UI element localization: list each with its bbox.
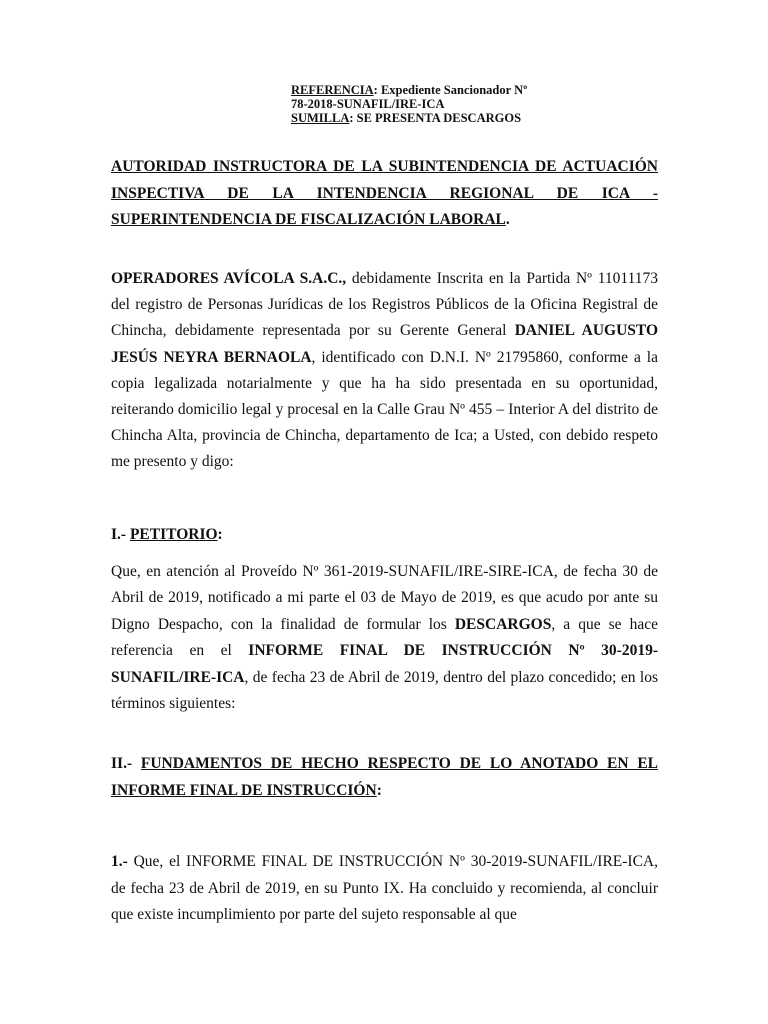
section-2-title: FUNDAMENTOS DE HECHO RESPECTO DE LO ANOTADO EN EL INFORME FINAL DE INSTRUCCIÓN	[111, 755, 658, 799]
sumilla-label: SUMILLA	[291, 111, 350, 125]
reference-value: : Expediente Sancionador Nº	[373, 83, 528, 97]
point-1-paragraph	[111, 849, 658, 929]
addressee-end: .	[505, 211, 510, 228]
section-2-heading	[111, 750, 658, 804]
addressee-text: AUTORIDAD INSTRUCTORA DE LA SUBINTENDENCIA DE ACTUACIÓN INSPECTIVA DE LA INTENDENCIA REGIONAL DE ICA - SUPERINTENDENCIA DE FISCALIZACIÓN LABORAL	[111, 158, 658, 228]
point-1-number: 1.-	[111, 853, 128, 870]
petitorio-text-1: Que, en atención al Proveído Nº 361-2019-SUNAFIL/IRE-SIRE-ICA, de fecha 30 de Abril de 2019, notificado a mi parte el 03 de Mayo de 2019, es que acudo por ante su Digno Despacho, con la finalidad de formular los	[111, 563, 658, 633]
petitorio-text-3: , de fecha 23 de Abril de 2019, dentro del plazo concedido; en los términos siguientes:	[111, 668, 658, 713]
section-2-colon: :	[376, 782, 382, 799]
descargos-word: DESCARGOS	[454, 615, 552, 633]
reference-label: REFERENCIA	[291, 83, 374, 97]
intro-paragraph	[111, 266, 658, 476]
sumilla-line	[291, 111, 591, 125]
intro-text-2: , identificado con D.N.I. Nº 21795860, conforme a la copia legalizada notarialmente y que ha ha sido presentada en su oportunidad, reiterando domicilio legal y procesal en la Calle Grau Nº 455 – Interior A del distrito de Chincha Alta, provincia de Chincha, departamento de Ica; a Usted, con debido respeto me presento y digo:	[111, 348, 658, 471]
reference-block	[291, 83, 591, 125]
sumilla-value: : SE PRESENTA DESCARGOS	[349, 111, 522, 125]
section-1-colon: :	[217, 526, 223, 543]
manager-name: DANIEL AUGUSTO JESÚS NEYRA BERNAOLA	[111, 322, 658, 366]
section-1-title: PETITORIO	[129, 526, 218, 543]
petitorio-text-2: , a que se hace referencia en el	[111, 615, 658, 660]
section-2-number: II.-	[111, 755, 141, 772]
informe-reference: INFORME FINAL DE INSTRUCCIÓN Nº 30-2019-SUNAFIL/IRE-ICA	[111, 642, 658, 686]
reference-line	[291, 83, 591, 97]
petitorio-paragraph	[111, 559, 658, 717]
addressee-heading	[111, 154, 658, 234]
section-1-heading	[111, 524, 658, 546]
company-name: OPERADORES AVÍCOLA S.A.C.,	[111, 270, 347, 287]
intro-text-1: debidamente Inscrita en la Partida Nº 11011173 del registro de Personas Jurídicas de los Registros Públicos de la Oficina Registral de Chincha, debidamente representada por su Gerente General	[111, 270, 658, 340]
point-1-text: Que, el INFORME FINAL DE INSTRUCCIÓN Nº 30-2019-SUNAFIL/IRE-ICA, de fecha 23 de Abril de 2019, en su Punto IX. Ha concluido y recomienda, al concluir que existe incumplimiento por parte del sujeto responsable al que	[111, 853, 658, 923]
reference-case-number: 78-2018-SUNAFIL/IRE-ICA	[291, 97, 445, 111]
section-1-number: I.-	[111, 526, 130, 543]
